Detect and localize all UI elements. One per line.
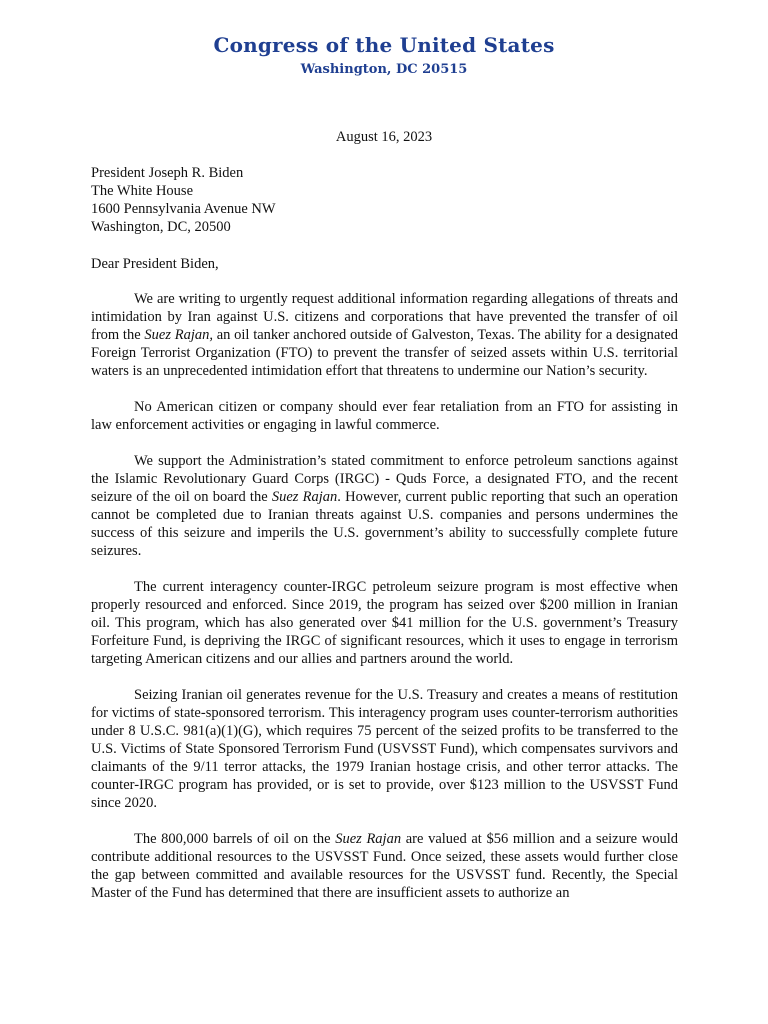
recipient-address xyxy=(91,164,276,236)
paragraph-4: The current interagency counter-IRGC petroleum seizure program is most effective when properly resourced and enforced. Since 2019, the program has seized over $200 million in Iranian oil. This program, which has also generated over $41 million for the U.S. government’s Treasury Forfeiture Fund, is depriving the IRGC of significant resources, which it uses to engage in terrorism targeting American citizens and our allies and partners around the world. xyxy=(91,579,678,667)
paragraph-5: Seizing Iranian oil generates revenue for the U.S. Treasury and creates a means of restitution for victims of state-sponsored terrorism. This interagency program uses counter-terrorism authorities under 8 U.S.C. 981(a)(1)(G), which requires 75 percent of the seized profits to be transferred to the U.S. Victims of State Sponsored Terrorism Fund (USVSST Fund), which compensates survivors and claimants of the 9/11 terror attacks, the 1979 Iranian hostage crisis, and other terror attacks. The counter-IRGC program has provided, or is set to provide, over $123 million to the USVSST Fund since 2020. xyxy=(91,687,678,811)
paragraph-1 xyxy=(91,290,678,380)
paragraph-1-text-a: We are writing to urgently request additional information regarding allegations of threats and intimidation by Iran against U.S. citizens and corporations that have prevented the transfer of oil from the xyxy=(91,291,678,343)
letter-date: August 16, 2023 xyxy=(335,129,433,145)
letterhead-subtitle: Washington, DC 20515 xyxy=(300,62,468,77)
paragraph-2: No American citizen or company should ever fear retaliation from an FTO for assisting in law enforcement activities or engaging in lawful commerce. xyxy=(91,399,678,433)
ship-name: Suez Rajan, xyxy=(144,327,213,343)
salutation: Dear President Biden, xyxy=(91,256,219,272)
recipient-street: 1600 Pennsylvania Avenue NW xyxy=(91,201,276,217)
ship-name: Suez Rajan xyxy=(271,489,338,505)
letter-body xyxy=(91,290,678,920)
recipient-city: Washington, DC, 20500 xyxy=(91,219,231,235)
paragraph-1-text-b: an oil tanker anchored outside of Galveston, Texas. The ability for a designated Foreign Terrorist Organization (FTO) to prevent the transfer of seized assets within U.S. territorial waters is an unprecedented intimidation effort that threatens to undermine our Nation’s security. xyxy=(91,327,679,379)
paragraph-6-text-b: are valued at $56 million and a seizure would contribute additional resources to the USVSST Fund. Once seized, these assets would further close the gap between committed and available resources for the USVSST fund. Recently, the Special Master of the Fund has determined that there are insufficient assets to authorize an xyxy=(91,831,678,901)
letterhead xyxy=(0,0,768,110)
paragraph-3-text-a: We support the Administration’s stated commitment to enforce petroleum sanctions against the Islamic Revolutionary Guard Corps (IRGC) - Quds Force, a designated FTO, and the recent seizure of the oil on board the xyxy=(91,453,678,505)
recipient-office: The White House xyxy=(91,183,194,199)
paragraph-3-text-b: . However, current public reporting that such an operation cannot be completed due to Iranian threats against U.S. companies and persons undermines the success of this seizure and imperils the U.S. government’s ability to successfully complete future seizures. xyxy=(91,489,679,559)
paragraph-6 xyxy=(91,830,678,902)
letterhead-title: Congress of the United States xyxy=(213,33,555,57)
recipient-name: President Joseph R. Biden xyxy=(91,165,244,181)
ship-name: Suez Rajan xyxy=(335,831,402,847)
paragraph-6-text-a: The 800,000 barrels of oil on the xyxy=(134,831,336,847)
paragraph-3 xyxy=(91,452,678,560)
